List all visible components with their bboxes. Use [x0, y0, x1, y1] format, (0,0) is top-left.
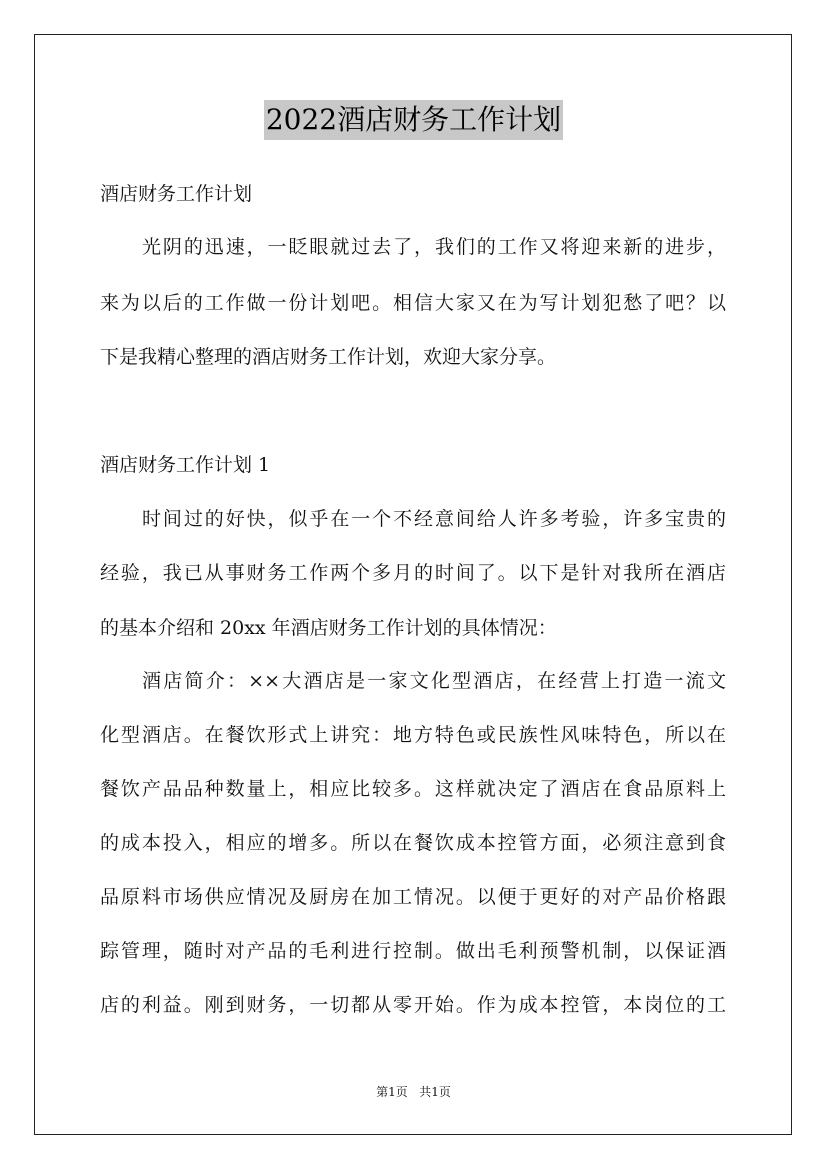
- body-line: 踪管理，随时对产品的毛利进行控制。做出毛利预警机制，以保证酒: [100, 940, 726, 962]
- body-line: 餐饮产品品种数量上，相应比较多。这样就决定了酒店在食品原料上: [100, 778, 726, 800]
- body-line: 经验，我已从事财务工作两个多月的时间了。以下是针对我所在酒店: [100, 562, 726, 584]
- body-line: 酒店简介：××大酒店是一家文化型酒店，在经营上打造一流文: [142, 670, 726, 692]
- intro-heading: 酒店财务工作计划: [100, 183, 253, 205]
- intro-line: 光阴的迅速，一眨眼就过去了，我们的工作又将迎来新的进步，: [142, 236, 726, 258]
- title-wrap: [0, 100, 827, 140]
- body-line: 的基本介绍和 20xx 年酒店财务工作计划的具体情况：: [100, 617, 557, 639]
- body-line: 化型酒店。在餐饮形式上讲究：地方特色或民族性风味特色，所以在: [100, 724, 726, 746]
- intro-line: 下是我精心整理的酒店财务工作计划，欢迎大家分享。: [100, 346, 557, 368]
- body-line: 店的利益。刚到财务，一切都从零开始。作为成本控管，本岗位的工: [100, 994, 726, 1016]
- intro-line: 来为以后的工作做一份计划吧。相信大家又在为写计划犯愁了吧？以: [100, 292, 726, 314]
- page-number-footer: 第1页 共1页: [376, 1085, 451, 1099]
- section-heading: 酒店财务工作计划 1: [100, 454, 271, 476]
- body-line: 的成本投入，相应的增多。所以在餐饮成本控管方面，必须注意到食: [100, 832, 726, 854]
- body-line: 品原料市场供应情况及厨房在加工情况。以便于更好的对产品价格跟: [100, 886, 726, 908]
- document-title: 2022酒店财务工作计划: [264, 100, 563, 140]
- body-line: 时间过的好快，似乎在一个不经意间给人许多考验，许多宝贵的: [142, 508, 726, 530]
